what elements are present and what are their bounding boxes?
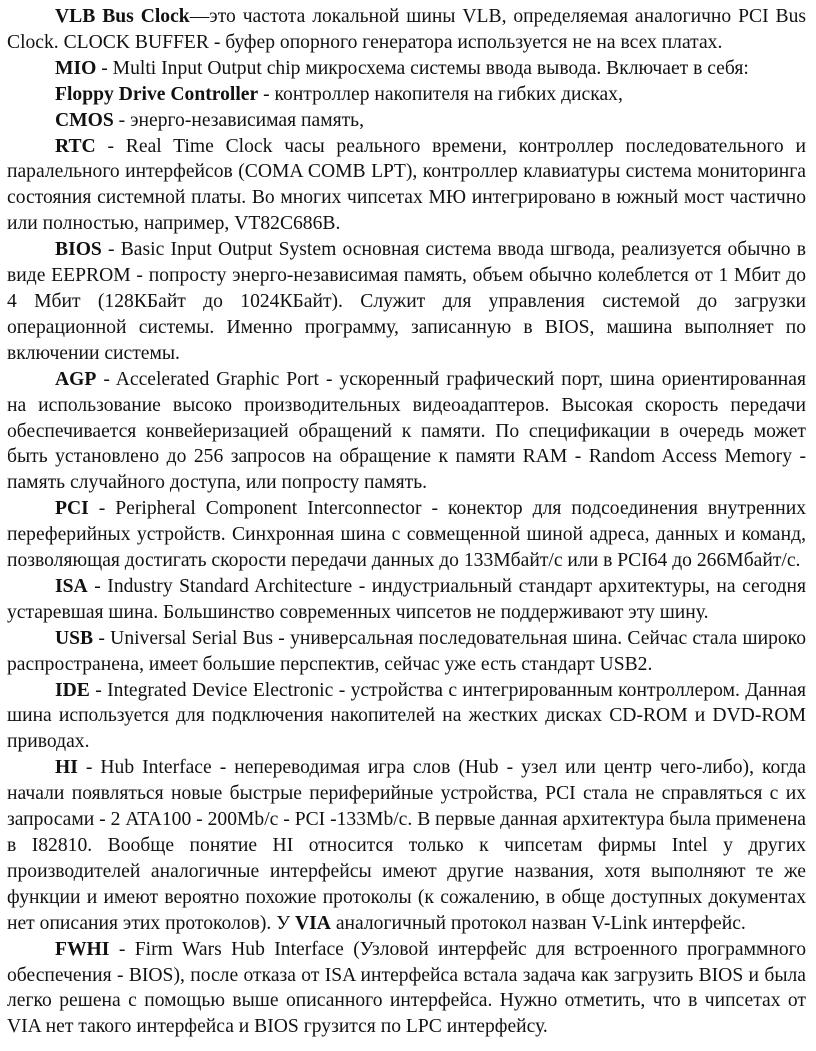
- term-agp: AGP: [55, 368, 97, 390]
- term-cmos: CMOS: [55, 109, 114, 131]
- paragraph-ide: [7, 678, 806, 756]
- paragraph-fwhi: [7, 937, 806, 1041]
- text-pci: - Peripheral Component Interconnector - конектор для подсоединения внутренних переферийных устройств. Синхронная шина с совмещенной шиной адреса, данных и команд, позволяющая достигать скорости передачи данных до 133Мбайт/с или в PCI64 до 266Мбайт/с.: [7, 498, 806, 572]
- text-fwhi: - Firm Wars Hub Interface (Узловой интерфейс для встроенного программного обеспечения - BIOS), после отказа от ISA интерфейса встала задача как загрузить BIOS и была легко решена с помощью выше описанного интерфейса. Нужно отметить, что в чипсетах от VIA нет такого интерфейса и BIOS грузится по LPC интерфейсу.: [7, 938, 806, 1038]
- term-mio: MIO: [55, 57, 97, 79]
- text-ide: - Integrated Device Electronic - устройства с интегрированным контроллером. Данная шина используется для подключения накопителей на жестких дисках CD-ROM и DVD-ROM приводах.: [7, 679, 806, 753]
- term-hi: HI: [55, 757, 78, 779]
- term-bios: BIOS: [55, 239, 102, 261]
- term-usb: USB: [55, 627, 94, 649]
- paragraph-mio: [7, 56, 806, 82]
- text-hi-tail: аналогичный протокол назван V-Link интерфейс.: [330, 912, 746, 934]
- text-usb: - Universal Serial Bus - универсальная последовательная шина. Сейчас стала широко распространена, имеет большие перспектив, сейчас уже есть стандарт USB2.: [7, 627, 806, 675]
- paragraph-isa: [7, 574, 806, 626]
- term-pci: PCI: [55, 498, 89, 520]
- term-vlb: VLB Bus Clock: [55, 6, 190, 27]
- paragraph-agp: [7, 367, 806, 497]
- paragraph-cmos: [7, 108, 806, 134]
- term-via: VIA: [294, 912, 331, 934]
- text-hi: - Hub Interface - непереводимая игра слов (Hub - узел или центр чего-либо), когда начали появляться новые быстрые периферийные устройства, PCI стала не справляться с их запросами - 2 ATA100 - 200Mb/c - PCI -133Mb/c. В первые данная архитектура была применена в I82810. Вообще понятие HI относится только к чипсетам фирмы Intel у других производителей аналогичные интерфейсы имеют другие названия, хотя выполняют те же функции и имеют вероятно похожие протоколы (к сожалению, в обще доступных документах нет описания этих протоколов). У: [7, 757, 806, 934]
- text-vlb: —это частота локальной шины VLB, определяемая аналогично PCI Bus Clock. CLOCK BUFFER - буфер опорного генератора используется не на всех платах.: [7, 6, 806, 53]
- text-isa: - Industry Standard Architecture - индустриальный стандарт архитектуры, на сегодня устаревшая шина. Большинство современных чипсетов не поддерживают эту шину.: [7, 575, 806, 623]
- paragraph-floppy: [7, 82, 806, 108]
- text-agp: - Accelerated Graphic Port - ускоренный графический порт, шина ориентированная на использование высоко производительных видеоадаптеров. Высокая скорость передачи обеспечивается конвейеризацией обращений к памяти. По спецификации в очередь может быть установлено до 256 запросов на обращение к памяти RAM - Random Access Memory - память случайного доступа, или попросту память.: [7, 368, 806, 494]
- paragraph-vlb: [7, 4, 806, 56]
- text-rtc: - Real Time Clock часы реального времени, контроллер последовательного и паралельного интерфейсов (COMA COMB LPT), контроллер клавиатуры система мониторинга состояния системной платы. Во многих чипсетах МЮ интегрировано в южный мост частично или полностью, например, VT82C686B.: [7, 135, 806, 235]
- term-fwhi: FWHI: [55, 938, 110, 960]
- text-bios: - Basic Input Output System основная система ввода шгвода, реализуется обычно в виде EEPROM - попросту энерго-независимая память, объем обычно колеблется от 1 Мбит до 4 Мбит (128КБайт до 1024КБайт). Служит для управления системой до загрузки операционной системы. Именно программу, записанную в BIOS, машина выполняет по включении системы.: [7, 239, 806, 364]
- term-rtc: RTC: [55, 135, 96, 157]
- paragraph-pci: [7, 496, 806, 574]
- term-isa: ISA: [55, 575, 88, 597]
- paragraph-bios: [7, 237, 806, 367]
- paragraph-rtc: [7, 134, 806, 238]
- paragraph-hi: [7, 755, 806, 936]
- term-ide: IDE: [55, 679, 90, 701]
- paragraph-usb: [7, 626, 806, 678]
- text-cmos: - энерго-независимая память,: [113, 109, 365, 131]
- text-floppy: - контроллер накопителя на гибких дисках,: [258, 83, 623, 105]
- term-floppy: Floppy Drive Controller: [55, 83, 259, 105]
- text-mio: - Multi Input Output chip микросхема системы ввода вывода. Включает в себя:: [96, 57, 749, 79]
